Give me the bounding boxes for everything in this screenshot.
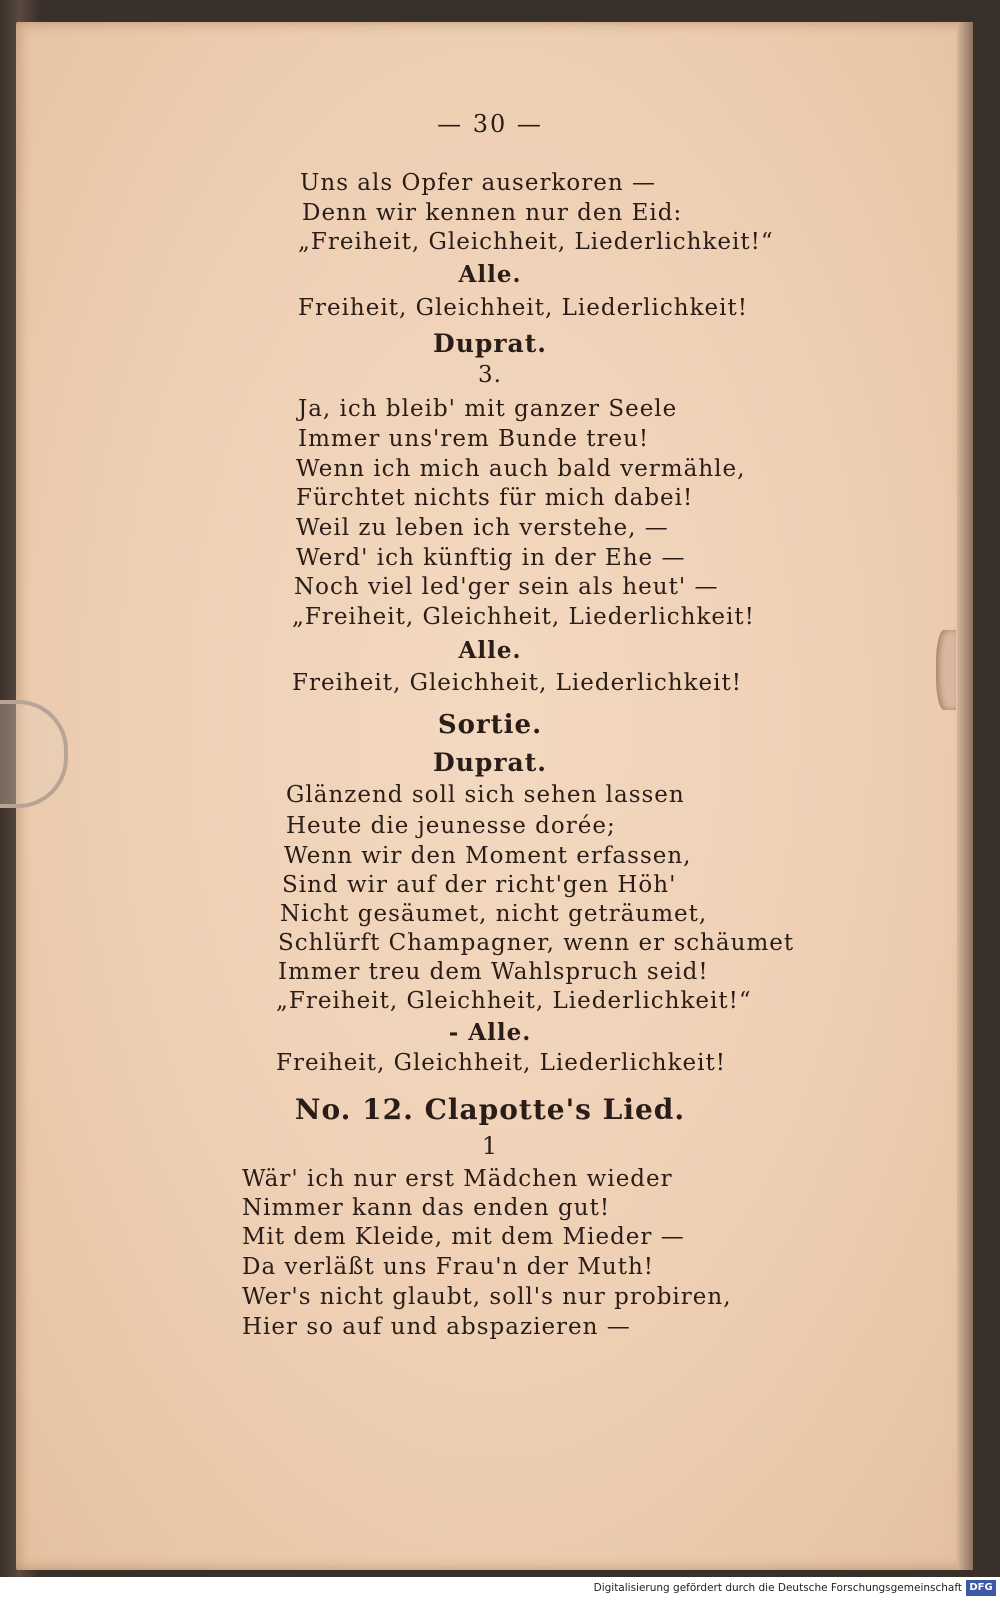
speaker-heading: Duprat. [433,329,547,358]
verse-line: Freiheit, Gleichheit, Liederlichkeit! [276,1050,726,1076]
verse-line: Noch viel led'ger sein als heut' — [294,574,719,600]
verse-line: Da verläßt uns Frau'n der Muth! [242,1254,655,1280]
verse-line: Immer uns'rem Bunde treu! [298,426,650,452]
verse-line: Freiheit, Gleichheit, Liederlichkeit! [292,670,742,696]
speaker-heading: Alle. [458,261,522,288]
verse-line: Schlürft Champagner, wenn er schäumet [278,930,795,956]
verse-line: Ja, ich bleib' mit ganzer Seele [298,396,678,422]
verse-line: „Freiheit, Gleichheit, Liederlichkeit!“ [298,229,774,255]
verse-line: Werd' ich künftig in der Ehe — [296,545,686,571]
verse-line: Fürchtet nichts für mich dabei! [296,485,694,511]
verse-line: Nimmer kann das enden gut! [242,1195,611,1221]
speaker-heading: Duprat. [433,748,547,777]
page-number: — 30 — [437,110,543,138]
verse-line: Wenn ich mich auch bald vermähle, [296,456,746,482]
verse-line: Glänzend soll sich sehen lassen [286,782,685,808]
speaker-heading: - Alle. [448,1019,532,1046]
verse-line: Hier so auf und abspazieren — [242,1314,631,1340]
verse-line: Heute die jeunesse dorée; [286,813,616,839]
verse-line: „Freiheit, Gleichheit, Liederlichkeit!“ [276,988,752,1014]
verse-line: „Freiheit, Gleichheit, Liederlichkeit! [292,604,755,630]
verse-line: Freiheit, Gleichheit, Liederlichkeit! [298,295,748,321]
section-heading: Sortie. [437,710,543,740]
verse-number: 1 [481,1132,499,1160]
verse-line: Uns als Opfer auserkoren — [300,170,656,196]
speaker-heading: Alle. [458,637,522,664]
verse-number: 3. [478,362,502,388]
verse-line: Mit dem Kleide, mit dem Mieder — [242,1224,685,1250]
funding-credit: Digitalisierung gefördert durch die Deutsche Forschungsgemeinschaft [593,1582,962,1594]
verse-line: Nicht gesäumet, nicht geträumet, [280,901,708,927]
verse-line: Wär' ich nur erst Mädchen wieder [242,1166,673,1192]
verse-line: Sind wir auf der richt'gen Höh' [282,872,677,898]
verse-line: Denn wir kennen nur den Eid: [302,200,683,226]
verse-line: Wenn wir den Moment erfassen, [284,843,692,869]
verse-line: Weil zu leben ich verstehe, — [296,515,669,541]
verse-line: Immer treu dem Wahlspruch seid! [278,959,709,985]
verse-line: Wer's nicht glaubt, soll's nur probiren, [242,1284,732,1310]
dfg-logo: DFG [966,1580,996,1596]
song-title: No. 12. Clapotte's Lied. [294,1093,686,1126]
